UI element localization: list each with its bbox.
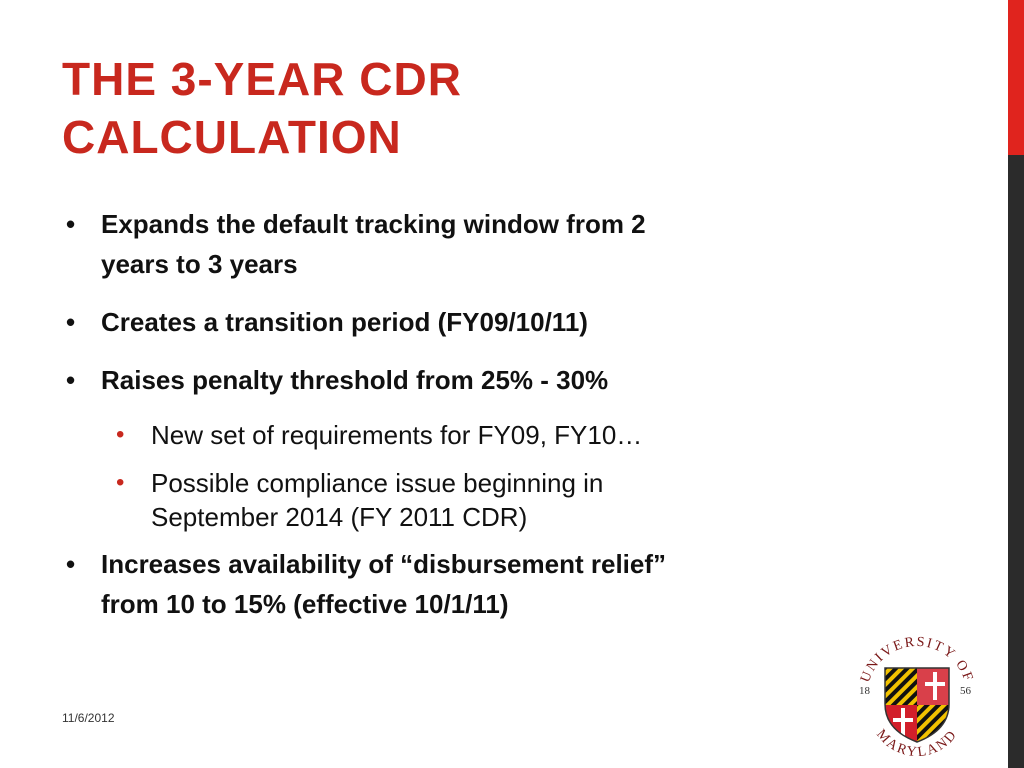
bullet-dot: • [66, 549, 76, 579]
bullet-dot: • [66, 365, 76, 395]
bullet-item [0, 204, 861, 284]
right-accent-bar-dark [1008, 155, 1024, 768]
sub-bullet-dot: • [116, 469, 125, 496]
bullet-text-line: Raises penalty threshold from 25% - 30% [101, 365, 609, 395]
slide-date: 11/6/2012 [62, 711, 115, 725]
sub-bullet-item [0, 466, 801, 534]
shield-icon [885, 668, 949, 745]
sub-bullet-text-line: New set of requirements for FY09, FY10… [151, 420, 643, 450]
bullet-dot: • [66, 209, 76, 239]
title-line-1: THE 3-YEAR CDR [62, 53, 462, 105]
sub-bullet-text-line: Possible compliance issue beginning in [151, 468, 604, 498]
seal-bottom-text: MARYLAND [873, 726, 961, 756]
seal-year-left: 18 [859, 685, 870, 697]
sub-bullet-text-line: September 2014 (FY 2011 CDR) [151, 502, 528, 532]
title-line-2: CALCULATION [62, 111, 402, 163]
right-accent-bar-red [1008, 0, 1024, 155]
university-seal-logo [845, 626, 985, 756]
bullet-text-line: Increases availability of “disbursement relief” [101, 549, 667, 579]
seal-top-text: UNIVERSITY OF [858, 634, 976, 685]
bullet-text-line: Expands the default tracking window from 2 [101, 209, 646, 239]
bullet-dot: • [66, 307, 76, 337]
bullet-item [0, 544, 861, 624]
bullet-text-line: Creates a transition period (FY09/10/11) [101, 307, 588, 337]
seal-graphic [845, 626, 985, 756]
bullet-list [0, 204, 900, 624]
bullet-item [0, 302, 861, 342]
sub-bullet-item [0, 418, 801, 452]
sub-bullet-dot: • [116, 421, 125, 448]
slide-title [62, 50, 962, 166]
bullet-item [0, 360, 861, 400]
seal-year-right: 56 [960, 685, 971, 697]
bullet-text-line: years to 3 years [101, 249, 298, 279]
bullet-text-line: from 10 to 15% (effective 10/1/11) [101, 589, 509, 619]
